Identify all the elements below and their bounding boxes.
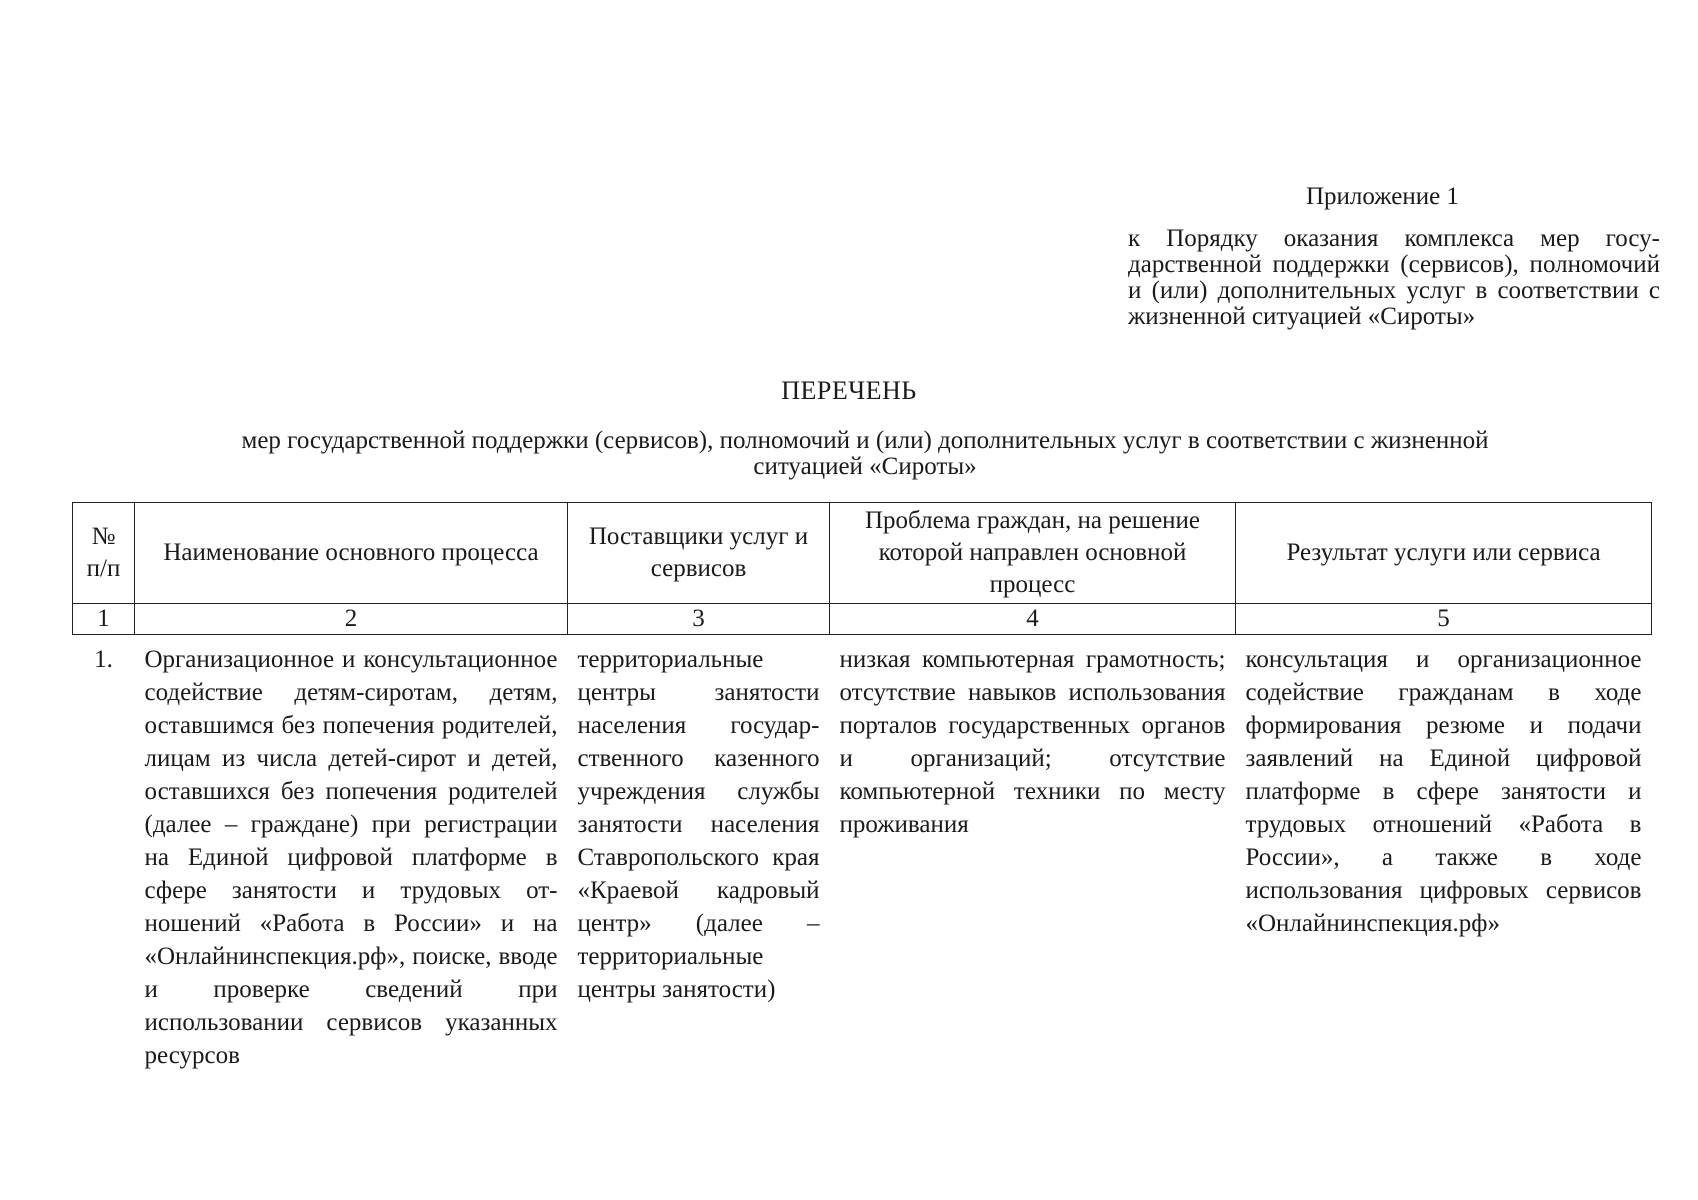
row-problem: низкая компьютерная грамотность; отсутствие навыков использования порталов государственных органов и организаций; отсутствие компьютерной техники по месту проживания	[839, 646, 1226, 838]
column-number: 2	[135, 604, 568, 635]
row-process: Организационное и консультационное содействие детям-сиротам, детям, оставшимся без попечения родителей, лицам из числа детей-сирот и детей, оставшихся без попечения родителей (далее – граждане) при регистрации на Единой цифровой платформе в сфере занятости и трудовых отношений «Работа в России» и на «Онлайнинспекция.рф», поиске, вводе и проверке сведений при использовании сервисов указанных ресурсов	[144, 646, 558, 1069]
document-title: ПЕРЕЧЕНЬ	[781, 376, 917, 405]
appendix-block	[1128, 182, 1660, 330]
measures-table	[72, 502, 1652, 1072]
column-number: 1	[73, 604, 135, 635]
row-result: консультация и организационное содействие гражданам в ходе формирования резюме и подачи заявлений на Единой цифровой платформе в сфере занятости и трудовых отношений «Работа в России», а также в ходе использования цифровых сервисов «Онлайнинспекция.рф»	[1245, 646, 1642, 937]
header-process: Наименование основного процесса	[135, 503, 568, 604]
header-result: Результат услуги или сервиса	[1236, 503, 1652, 604]
table-header-row	[73, 503, 1652, 604]
document-subtitle: мер государственной поддержки (сервисов), полномочий и (или) дополнительных услуг в соответствии с жизненной ситуацией «Сироты»	[241, 427, 1489, 480]
header-problem: Проблема граждан, на решение которой направлен основной процесс	[830, 503, 1236, 604]
appendix-text: к Порядку оказания комплекса мер государственной поддержки (сервисов), полномочий и (или) дополнительных услуг в соответствии с жизненной ситуацией «Сироты»	[1128, 225, 1660, 330]
table-row	[73, 635, 1652, 1073]
column-number: 3	[568, 604, 830, 635]
header-number: № п/п	[73, 503, 135, 604]
row-providers: территориальные центры занятости населения государственного казенного учреждения службы занятости населения Ставропольского края «Краевой кадровый центр» (далее – территориальные центры занятости)	[577, 646, 820, 1003]
column-number: 5	[1236, 604, 1652, 635]
column-number: 4	[830, 604, 1236, 635]
row-number: 1.	[94, 646, 113, 673]
header-providers: Поставщики услуг и сервисов	[568, 503, 830, 604]
appendix-title: Приложение 1	[1306, 183, 1459, 210]
column-number-row	[73, 604, 1652, 635]
